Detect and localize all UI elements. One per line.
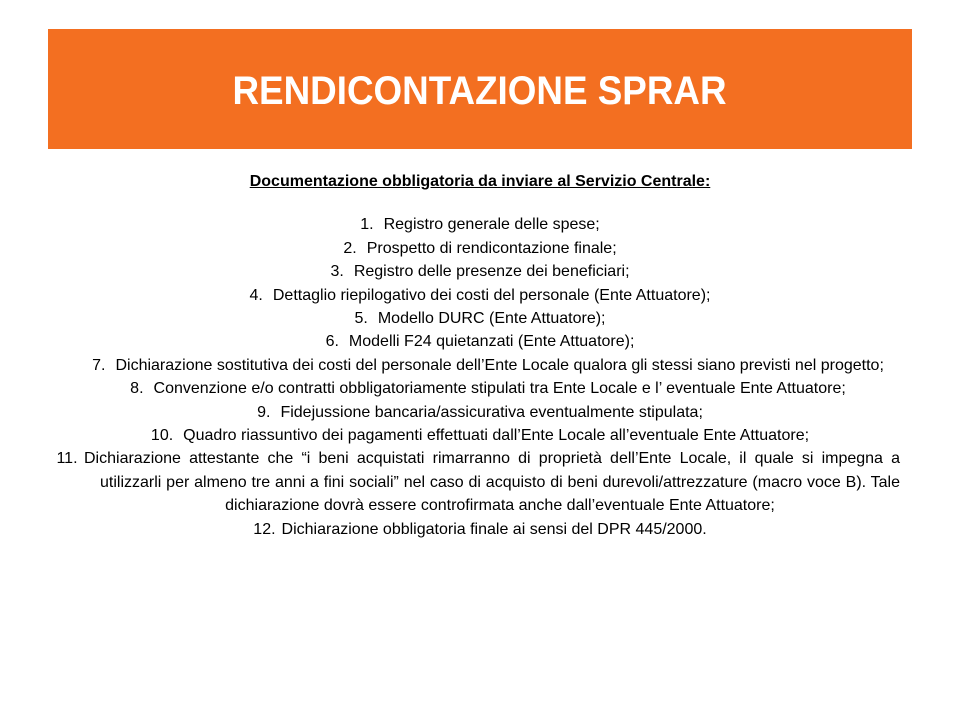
item-text: Dichiarazione attestante che “i beni acquistati rimarranno di proprietà dell’Ente Locale, il quale si impegna a utilizzarli per almeno tre anni a fini sociali” nel caso di acquisto di beni durevoli/attrezzature (macro voce B). Tale dichiarazione dovrà essere controfirmata anche dall’eventuale Ente Attuatore; [84,450,900,515]
main-content [56,170,900,541]
list-item [60,354,900,377]
item-number: 10. [150,427,174,445]
list-item [60,518,900,541]
item-number: 2. [343,239,357,257]
list-item [60,307,900,330]
section-subtitle: Documentazione obbligatoria da inviare al Servizio Centrale: [249,173,711,190]
list-item [60,213,900,236]
list-item [60,377,900,400]
item-number: 8. [130,380,144,398]
item-number: 5. [354,310,368,328]
item-text: Modelli F24 quietanzati (Ente Attuatore); [348,333,635,351]
item-text: Registro generale delle spese; [383,216,600,234]
item-text: Registro delle presenze dei beneficiari; [353,263,630,281]
list-item [60,284,900,307]
document-list [56,213,900,541]
item-number: 1. [360,216,374,234]
list-item [60,424,900,447]
item-number: 4. [249,286,263,304]
list-item [60,401,900,424]
item-text: Dichiarazione sostitutiva dei costi del personale dell’Ente Locale qualora gli stessi siano previsti nel progetto; [115,356,884,374]
title-banner [48,29,912,149]
item-text: Fidejussione bancaria/assicurativa eventualmente stipulata; [280,403,703,421]
list-item: 11. Dichiarazione attestante che “i beni acquistati rimarranno di proprietà dell’Ente Locale, il quale si impegna a utilizzarli per almeno tre anni a fini sociali” nel caso di acquisto di beni durevoli/attrezzature (macro voce B). Tale dichiarazione dovrà essere controfirmata anche dall’eventuale Ente Attuatore; [56,450,900,515]
item-number: 12. [253,520,276,538]
item-number: 7. [92,356,106,374]
list-item [60,260,900,283]
item-text: Convenzione e/o contratti obbligatoriamente stipulati tra Ente Locale e l’ eventuale Ente Attuatore; [153,380,846,398]
item-text: Dichiarazione obbligatoria finale ai sensi del DPR 445/2000. [281,520,707,538]
item-number: 9. [257,403,271,421]
page-title: RENDICONTAZIONE SPRAR [232,68,728,113]
item-number: 6. [325,333,339,351]
item-text: Quadro riassuntivo dei pagamenti effettuati dall’Ente Locale all’eventuale Ente Attuatore; [183,427,810,445]
item-text: Dettaglio riepilogativo dei costi del personale (Ente Attuatore); [272,286,711,304]
list-item [60,330,900,353]
item-number: 3. [330,263,344,281]
list-item [60,237,900,260]
item-text: Modello DURC (Ente Attuatore); [377,310,606,328]
item-text: Prospetto di rendicontazione finale; [366,239,617,257]
